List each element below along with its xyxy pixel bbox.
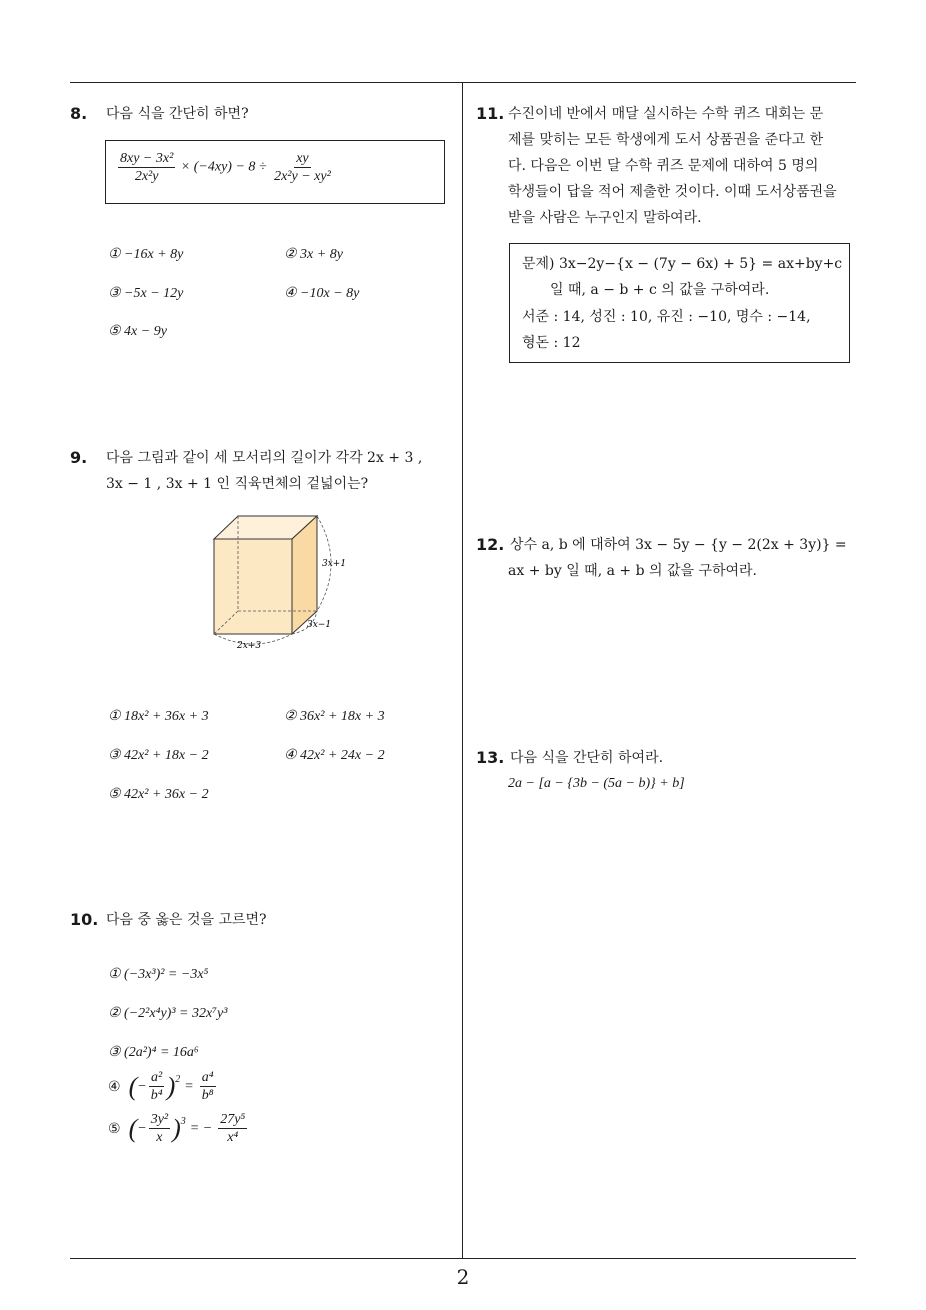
fraction-2 xyxy=(272,151,333,184)
option-3[interactable]: ③ −5x − 12y xyxy=(108,286,184,301)
denominator: 2x²y − xy² xyxy=(274,169,331,184)
option-4[interactable]: ④ 42x² + 24x − 2 xyxy=(284,748,385,763)
numerator: a² xyxy=(151,1070,163,1085)
box-line-4: 형돈 : 12 xyxy=(522,335,581,351)
option-2[interactable]: ② 36x² + 18x + 3 xyxy=(284,709,385,724)
box-line-1: 문제) 3x−2y−{x − (7y − 6x) + 5} = ax+by+c xyxy=(522,256,843,272)
denominator: b⁴ xyxy=(150,1088,163,1103)
question-number: 12. xyxy=(476,535,505,554)
question-line-2: 제를 맞히는 모든 학생에게 도서 상품권을 준다고 한 xyxy=(508,132,824,148)
question-line-4: 학생들이 답을 적어 제출한 것이다. 이때 도서상품권을 xyxy=(508,184,837,200)
expression: 2a − [a − {3b − (5a − b)} + b] xyxy=(508,776,685,791)
option-2[interactable]: ② (−2²x⁴y)³ = 32x⁷y³ xyxy=(108,1006,228,1021)
question-prompt: 다음 중 옳은 것을 고르면? xyxy=(106,912,267,928)
exponent: 3 xyxy=(180,1116,186,1127)
denominator: x⁴ xyxy=(227,1130,239,1145)
numerator: 3y² xyxy=(150,1112,169,1127)
question-line-5: 받을 사람은 누구인지 말하여라. xyxy=(508,210,702,226)
cuboid-figure xyxy=(205,508,355,656)
result-fraction xyxy=(200,1070,216,1103)
label-height: 3x+1 xyxy=(322,559,347,569)
question-number: 10. xyxy=(70,910,99,929)
option-3[interactable]: ③ 42x² + 18x − 2 xyxy=(108,748,209,763)
expression-box xyxy=(105,140,445,204)
page-number: 2 xyxy=(456,1265,470,1289)
label-depth: 3x−1 xyxy=(307,620,332,630)
option-5[interactable]: ⑤ ( − $\frac{\text{3y²}}{x}$ ) $^3$ = − $\frac{\text{27y⁵}}{\text{x⁴}}$ xyxy=(108,1112,246,1145)
option-5[interactable]: ⑤ 42x² + 36x − 2 xyxy=(108,787,209,802)
top-rule xyxy=(70,82,856,83)
question-number: 11. xyxy=(476,104,505,123)
option-1[interactable]: ① −16x + 8y xyxy=(108,247,184,262)
question-line-1: 수진이네 반에서 매달 실시하는 수학 퀴즈 대회는 문 xyxy=(508,106,824,122)
question-prompt: 다음 식을 간단히 하여라. xyxy=(510,750,664,766)
option-1[interactable]: ① (−3x³)² = −3x⁵ xyxy=(108,967,209,982)
option-4[interactable]: ④ ( − $\frac{\text{a²}}{\text{b⁴}}$ ) $^2$ = $\frac{\text{a⁴}}{\text{b⁸}}$ xyxy=(108,1070,214,1103)
question-number: 8. xyxy=(70,104,88,123)
numerator: 27y⁵ xyxy=(220,1112,246,1127)
question-line-2: 3x − 1 , 3x + 1 인 직육면체의 겉넓이는? xyxy=(106,476,369,492)
question-number: 13. xyxy=(476,748,505,767)
question-line-2: ax + by 일 때, a + b 의 값을 구하여라. xyxy=(508,563,758,579)
problem-box xyxy=(509,243,850,363)
result-fraction xyxy=(218,1112,247,1145)
box-line-2: 일 때, a − b + c 의 값을 구하여라. xyxy=(550,282,770,298)
expression-middle: × (−4xy) − 8 ÷ xyxy=(180,159,267,175)
exponent: 2 xyxy=(175,1074,181,1085)
option-1[interactable]: ① 18x² + 36x + 3 xyxy=(108,709,209,724)
numerator: 8xy − 3x² xyxy=(120,151,174,166)
denominator: x xyxy=(156,1130,163,1145)
fraction xyxy=(149,1070,165,1103)
denominator: b⁸ xyxy=(201,1088,214,1103)
option-mark: ④ xyxy=(108,1078,121,1095)
numerator: xy xyxy=(296,151,309,166)
column-divider xyxy=(462,82,463,1258)
fraction xyxy=(149,1112,170,1145)
option-2[interactable]: ② 3x + 8y xyxy=(284,247,343,262)
question-line-1: 다음 그림과 같이 세 모서리의 길이가 각각 2x + 3 , xyxy=(106,450,423,466)
numerator: a⁴ xyxy=(201,1070,214,1085)
option-mark: ⑤ xyxy=(108,1120,121,1137)
fraction-1 xyxy=(118,151,175,184)
question-prompt: 다음 식을 간단히 하면? xyxy=(106,106,249,122)
question-line-3: 다. 다음은 이번 달 수학 퀴즈 문제에 대하여 5 명의 xyxy=(508,158,819,174)
question-line-1: 상수 a, b 에 대하여 3x − 5y − {y − 2(2x + 3y)} = xyxy=(510,537,847,553)
option-4[interactable]: ④ −10x − 8y xyxy=(284,286,360,301)
question-number: 9. xyxy=(70,448,88,467)
label-width: 2x+3 xyxy=(237,641,262,651)
option-5[interactable]: ⑤ 4x − 9y xyxy=(108,324,167,339)
bottom-rule xyxy=(70,1258,856,1259)
denominator: 2x²y xyxy=(134,169,159,184)
box-line-3: 서준 : 14, 성진 : 10, 유진 : −10, 명수 : −14, xyxy=(522,309,811,325)
option-3[interactable]: ③ (2a²)⁴ = 16a⁶ xyxy=(108,1045,199,1060)
